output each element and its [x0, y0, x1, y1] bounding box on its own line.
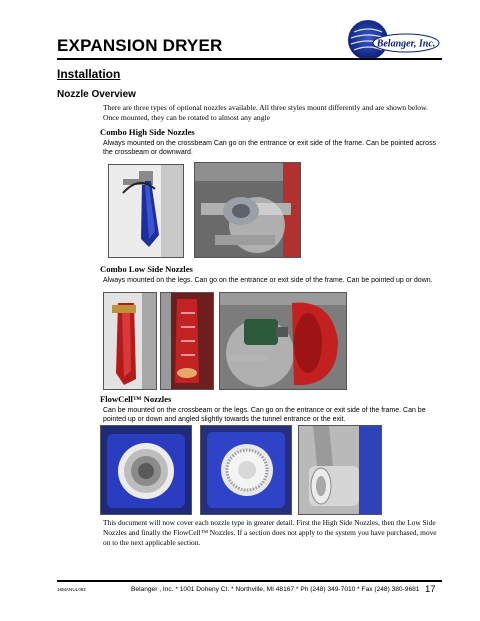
page-number: 17 — [425, 584, 436, 595]
high-side-photo-1 — [108, 164, 184, 258]
footer-rule — [57, 580, 442, 582]
section-title: Installation — [57, 67, 121, 81]
flowcell-photo-2 — [200, 425, 292, 515]
section-subtitle: Nozzle Overview — [57, 89, 136, 100]
low-side-text: Always mounted on the legs. Can go on the entrance or exit side of the frame. Can be pointed up or down. — [103, 277, 433, 284]
high-side-heading: Combo High Side Nozzles — [100, 127, 195, 137]
low-side-photo-3 — [219, 292, 347, 390]
high-side-text: Always mounted on the crossbeam Can go on the entrance or exit side of the frame. Can be pointed across the crossbeam or downward. — [103, 140, 437, 156]
high-side-photo-2 — [194, 162, 301, 258]
document-code: 16MANUL092 — [57, 587, 86, 592]
page-footer — [57, 585, 447, 597]
flowcell-photo-3 — [298, 425, 382, 515]
low-side-heading: Combo Low Side Nozzles — [100, 264, 193, 274]
low-side-photo-1 — [103, 292, 157, 390]
flowcell-heading: FlowCell™ Nozzles — [100, 394, 172, 404]
closing-paragraph: This document will now cover each nozzle type in greater detail. First the High Side Nozzles, then the Low Side Nozzles and finally the FlowCell™ Nozzles. If a section does not apply to the system you have purchased, move on to the next applicable section. — [103, 518, 437, 547]
document-title: EXPANSION DRYER — [57, 36, 223, 55]
company-address: Belanger , Inc. * 1001 Doheny Ct. * Northville, MI 48167 * Ph (248) 349-7010 * Fax (248) 380-9681 — [131, 586, 420, 593]
low-side-photo-2 — [160, 292, 214, 390]
header-rule — [57, 58, 442, 60]
flowcell-photo-1 — [100, 425, 192, 515]
belanger-logo — [344, 18, 440, 62]
logo-text: Belanger, Inc. — [376, 38, 436, 50]
intro-paragraph: There are three types of optional nozzles available. All three styles mount differently and are shown below. Once mounted, they can be rotated to almost any angle — [103, 103, 428, 122]
flowcell-text: Can be mounted on the crossbeam or the legs. Can go on the entrance or exit side of the frame. Can be pointed up or down and angled slightly towards the tunnel entrance or the exit. — [103, 407, 426, 423]
